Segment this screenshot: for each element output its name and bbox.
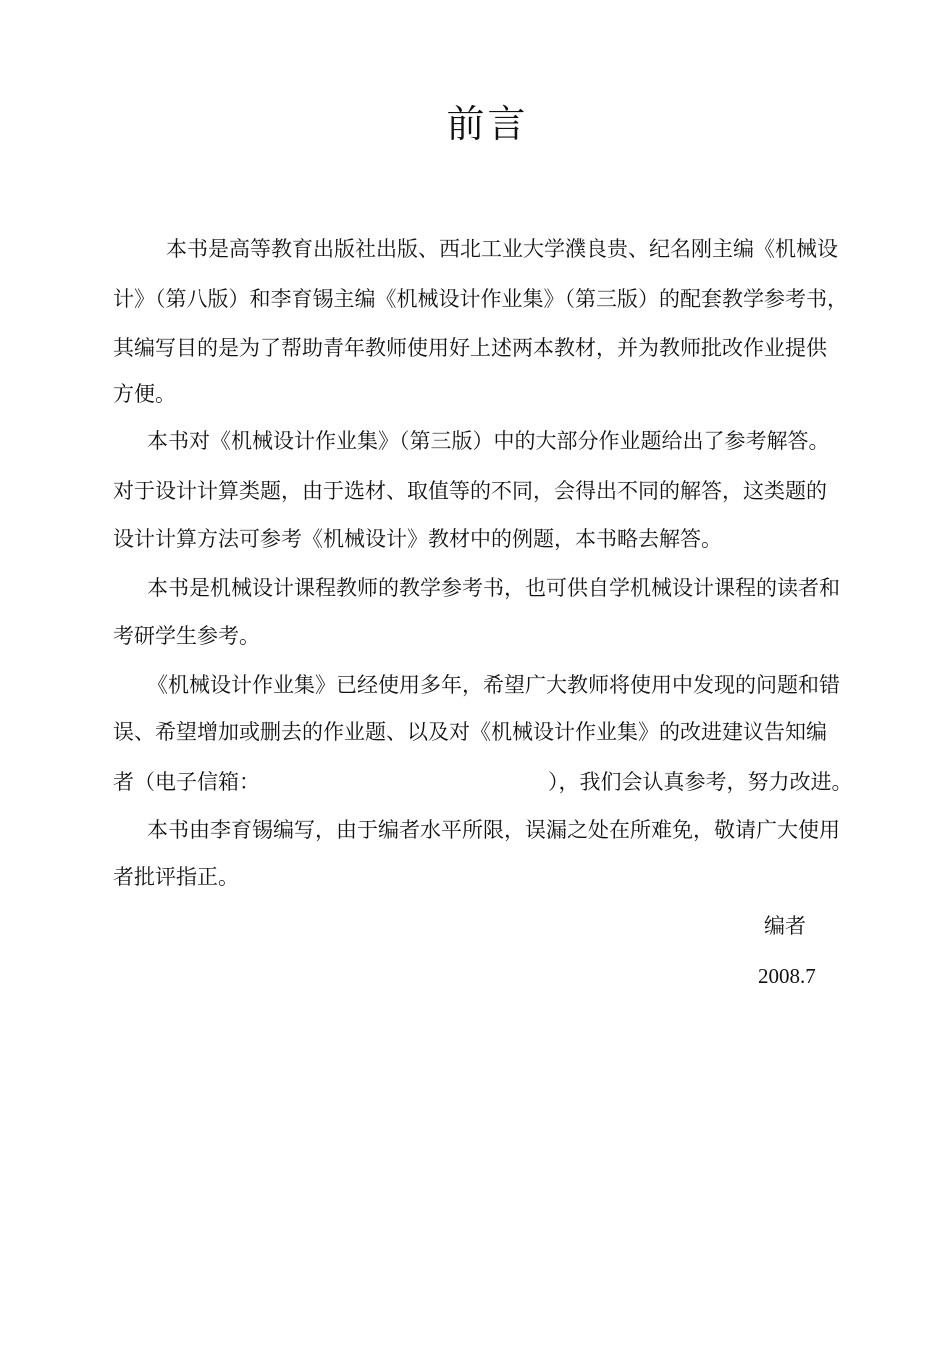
paragraph-line: 本书是高等教育出版社出版、西北工业大学濮良贵、纪名刚主编《机械设 — [166, 237, 838, 261]
email-line — [113, 766, 853, 798]
paragraph-line: 设计计算方法可参考《机械设计》教材中的例题，本书略去解答。 — [113, 527, 722, 551]
paragraph-line: 方便。 — [113, 382, 176, 406]
paragraph-line: 本书由李育锡编写，由于编者水平所限，误漏之处在所难免，敬请广大使用 — [147, 818, 840, 842]
page-title: 前言 — [446, 102, 529, 146]
paragraph-line: 误、希望增加或删去的作业题、以及对《机械设计作业集》的改进建议告知编 — [113, 720, 827, 744]
paragraph-line: 者批评指正。 — [113, 865, 239, 889]
date: 2008.7 — [758, 964, 816, 988]
email-line-suffix: ），我们会认真参考，努力改进。 — [548, 770, 853, 794]
email-line-prefix: 者（电子信箱： — [113, 770, 260, 794]
paragraph-line: 《机械设计作业集》已经使用多年，希望广大教师将使用中发现的问题和错 — [147, 673, 840, 697]
paragraph-line: 考研学生参考。 — [113, 624, 260, 648]
signature: 编者 — [764, 914, 806, 938]
paragraph-line: 本书对《机械设计作业集》（第三版）中的大部分作业题给出了参考解答。 — [147, 429, 830, 453]
paragraph-line: 本书是机械设计课程教师的教学参考书，也可供自学机械设计课程的读者和 — [147, 576, 840, 600]
paragraph-line: 其编写目的是为了帮助青年教师使用好上述两本教材，并为教师批改作业提供 — [113, 336, 827, 360]
paragraph-line: 对于设计计算类题，由于选材、取值等的不同，会得出不同的解答，这类题的 — [113, 479, 827, 503]
paragraph-line: 计》（第八版）和李育锡主编《机械设计作业集》（第三版）的配套教学参考书， — [113, 287, 848, 311]
